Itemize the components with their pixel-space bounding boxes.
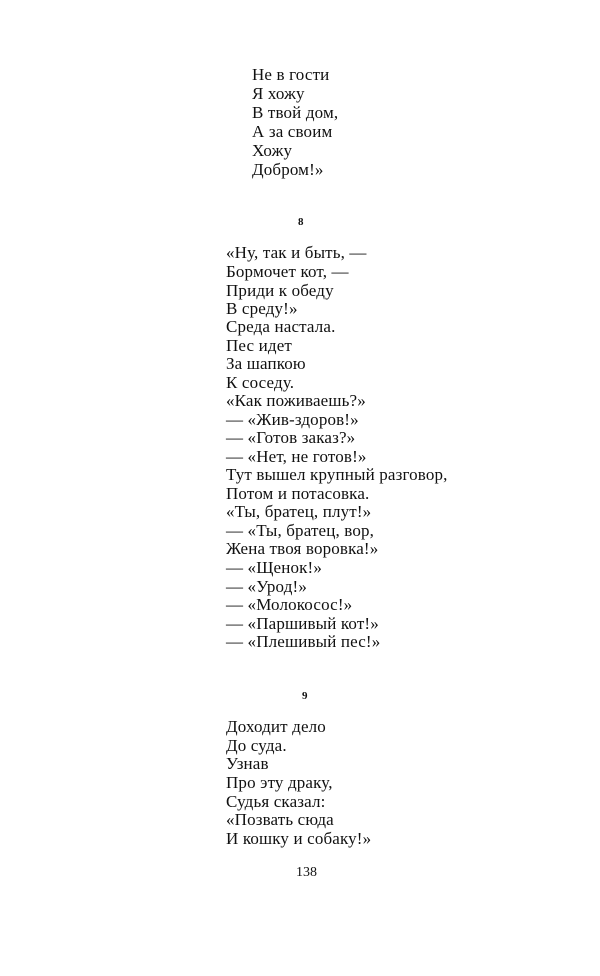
verse-line: В твой дом, (252, 103, 339, 122)
verse-line: — «Ты, братец, вор, (226, 521, 375, 540)
verse-line: В среду!» (226, 299, 298, 318)
verse-line: А за своим (252, 122, 333, 141)
verse-line: Потом и потасовка. (226, 484, 370, 503)
verse-line: Доходит дело (226, 717, 326, 736)
verse-line: «Ты, братец, плут!» (226, 502, 372, 521)
verse-line: — «Плешивый пес!» (226, 632, 381, 651)
verse-line: Приди к обеду (226, 281, 334, 300)
verse-line: Я хожу (252, 84, 305, 103)
verse-line: — «Урод!» (226, 577, 307, 596)
verse-line: Жена твоя воровка!» (226, 539, 379, 558)
verse-line: «Ну, так и быть, — (226, 243, 367, 262)
section-number-9: 9 (302, 690, 308, 702)
verse-line: К соседу. (226, 373, 295, 392)
verse-line: Добром!» (252, 160, 324, 179)
verse-line: — «Молокосос!» (226, 595, 353, 614)
verse-line: До суда. (226, 736, 287, 755)
verse-line: — «Готов заказ?» (226, 428, 356, 447)
verse-line: Пес идет (226, 336, 292, 355)
page-number: 138 (296, 865, 317, 880)
verse-line: — «Жив-здоров!» (226, 410, 359, 429)
verse-line: Про эту драку, (226, 773, 333, 792)
verse-line: — «Щенок!» (226, 558, 322, 577)
verse-line: Судья сказал: (226, 792, 326, 811)
verse-line: — «Нет, не готов!» (226, 447, 367, 466)
verse-line: Тут вышел крупный разговор, (226, 465, 448, 484)
verse-line: Не в гости (252, 65, 330, 84)
verse-line: Узнав (226, 754, 269, 773)
verse-line: Хожу (252, 141, 293, 160)
verse-line: «Как поживаешь?» (226, 391, 366, 410)
verse-line: «Позвать сюда (226, 810, 334, 829)
verse-line: — «Паршивый кот!» (226, 614, 379, 633)
section-number-8: 8 (298, 216, 304, 228)
verse-line: Среда настала. (226, 317, 336, 336)
verse-line: За шапкою (226, 354, 306, 373)
verse-line: И кошку и собаку!» (226, 829, 372, 848)
verse-line: Бормочет кот, — (226, 262, 349, 281)
